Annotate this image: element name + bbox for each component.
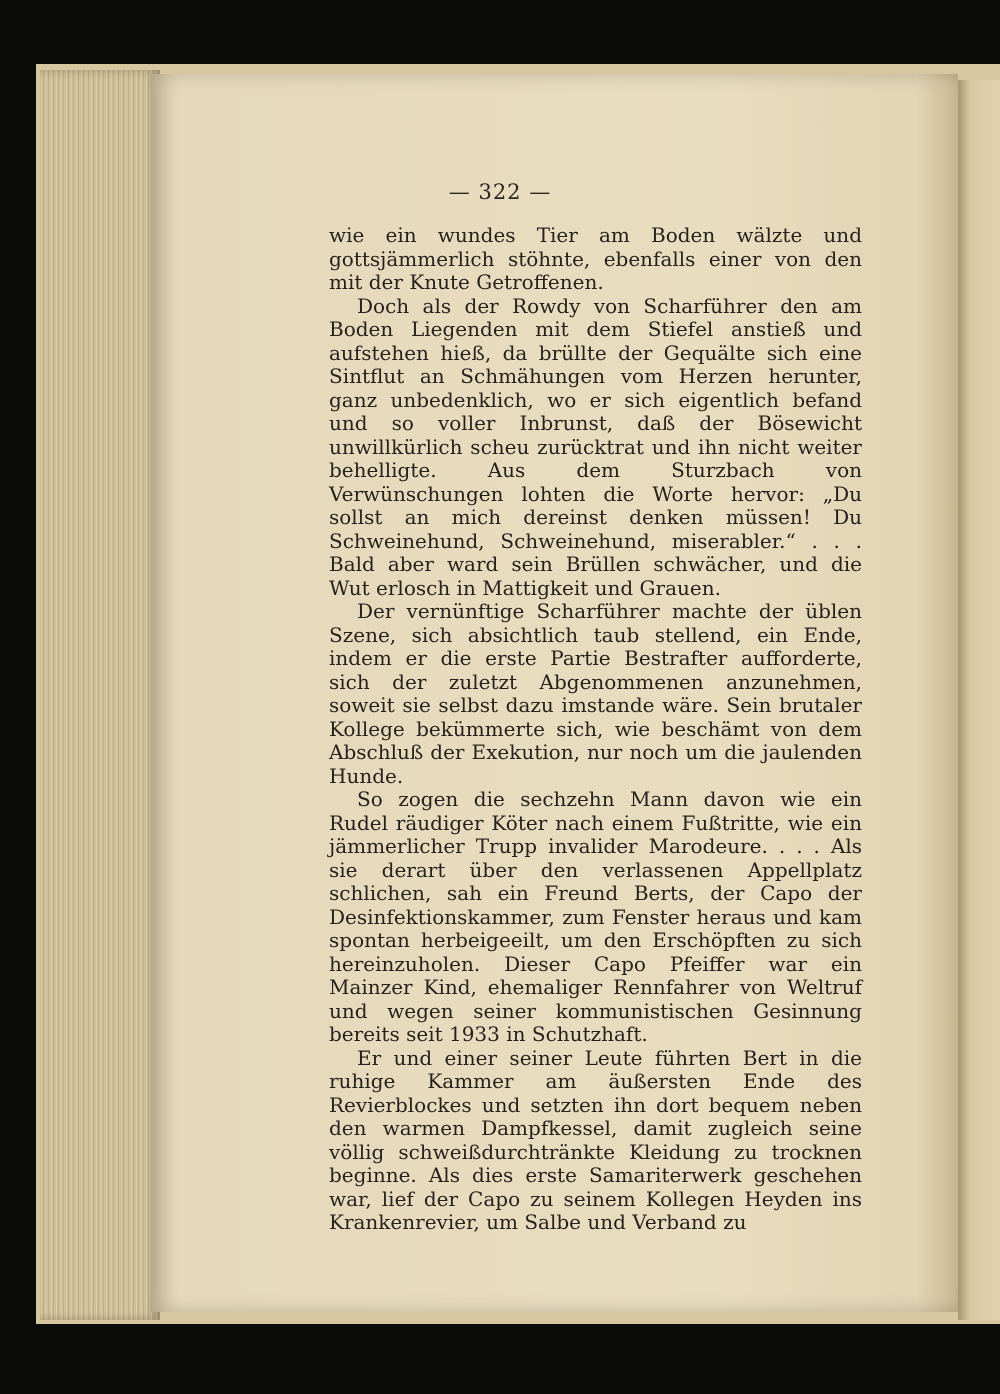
paragraph-4: So zogen die sechzehn Mann davon wie ein Rudel räudiger Köter nach einem Fußtritte, wie ein jämmerlicher Trupp invalider Marodeure. . . . Als sie derart über den verlassenen Appellplatz schlichen, sah ein Freund Berts, der Capo der Desinfektionskammer, zum Fenster heraus und kam spontan herbeigeeilt, um den Erschöpften zu sich hereinzuholen. Dieser Capo Pfeiffer war ein Mainzer Kind, ehemaliger Rennfahrer von Weltruf und wegen seiner kommunistischen Gesinnung bereits seit 1933 in Schutzhaft. bbox=[329, 787, 862, 1046]
page-number: — 322 — bbox=[448, 180, 552, 204]
facing-page-edge bbox=[958, 80, 1000, 1320]
paragraph-2: Doch als der Rowdy von Scharführer den am Boden Liegenden mit dem Stiefel anstieß und aufstehen hieß, da brüllte der Gequälte sich eine Sintflut an Schmähungen vom Herzen herunter, ganz unbedenklich, wo er sich eigentlich befand und so voller Inbrunst, daß der Bösewicht unwillkürlich scheu zurücktrat und ihn nicht weiter behelligte. Aus dem Sturzbach von Verwünschungen lohten die Worte hervor: „Du sollst an mich dereinst denken müssen! Du Schweinehund, Schweinehund, miserabler.“ . . . Bald aber ward sein Brüllen schwächer, und die Wut erlosch in Mattigkeit und Grauen. bbox=[329, 293, 862, 600]
body-text bbox=[329, 224, 862, 1235]
page-edges bbox=[40, 70, 160, 1320]
paragraph-5: Er und einer seiner Leute führten Bert in die ruhige Kammer am äußersten Ende des Revierblockes und setzten ihn dort bequem neben den warmen Dampfkessel, damit zugleich seine völlig schweißdurchtränkte Kleidung zu trocknen beginne. Als dies erste Samariterwerk geschehen war, lief der Capo zu seinem Kollegen Heyden ins Krankenrevier, um Salbe und Verband zu bbox=[329, 1045, 862, 1234]
paragraph-1: wie ein wundes Tier am Boden wälzte und gottsjämmerlich stöhnte, ebenfalls einer von den mit der Knute Getroffenen. bbox=[329, 223, 862, 294]
paragraph-3: Der vernünftige Scharführer machte der üblen Szene, sich absichtlich taub stellend, ein Ende, indem er die erste Partie Bestrafter aufforderte, sich der zuletzt Abgenommenen anzunehmen, soweit sie selbst dazu imstande wäre. Sein brutaler Kollege bekümmerte sich, wie beschämt von dem Abschluß der Exekution, nur noch um die jaulenden Hunde. bbox=[329, 599, 862, 788]
